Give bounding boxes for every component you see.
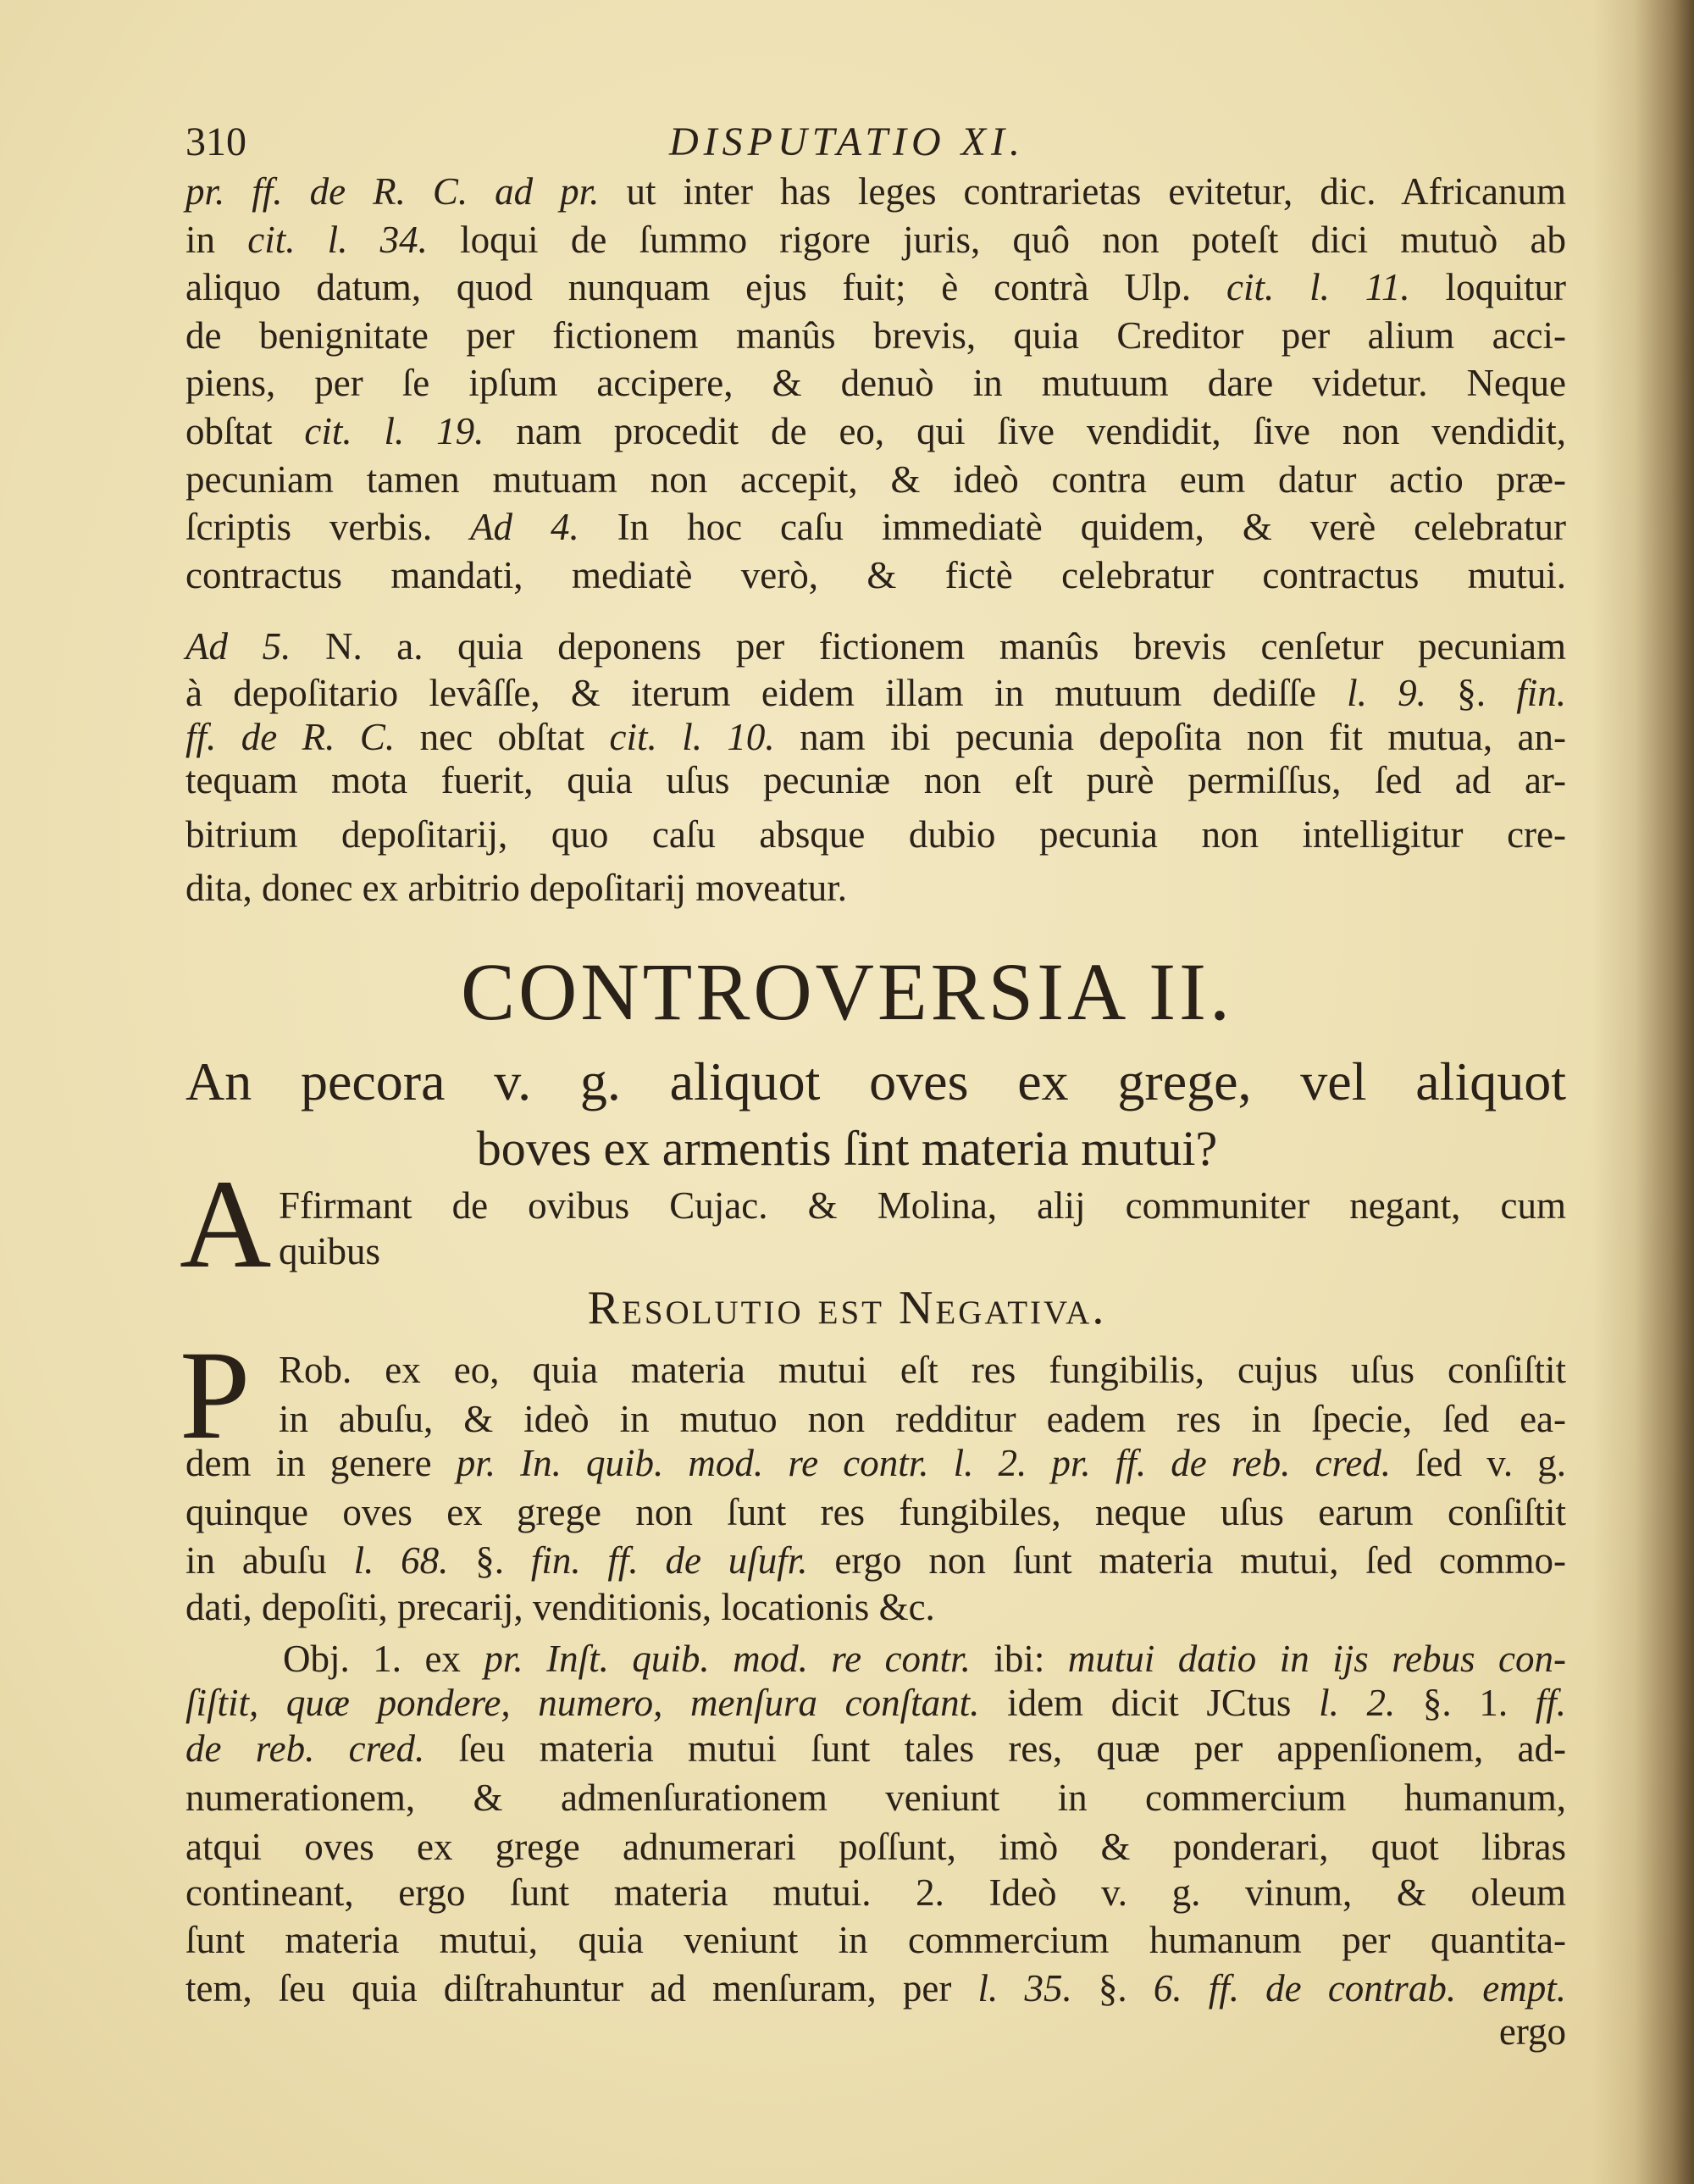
line-text: ſeu materia mutui ſunt tales res, quæ per appenſionem, ad- — [424, 1727, 1566, 1770]
text-line — [185, 713, 1566, 761]
citation-text: cit. l. 19. — [304, 410, 484, 452]
running-head: DISPUTATIO XI. — [669, 119, 1025, 164]
text-line — [185, 669, 1566, 717]
citation-text: ff. de R. C. — [185, 716, 396, 758]
text-line — [185, 503, 1566, 551]
line-text: dati, depoſiti, precarij, venditionis, locationis &c. — [185, 1586, 935, 1628]
citation-text: cit. l. 34. — [247, 219, 428, 261]
text-line — [185, 168, 1566, 215]
text-line — [185, 456, 1566, 503]
text-line — [185, 1774, 1566, 1821]
line-text: in — [185, 219, 248, 261]
line-text: bitrium depoſitarij, quo caſu absque dubio pecunia non intelligitur cre- — [185, 813, 1566, 856]
text-line — [185, 1537, 1566, 1584]
line-text: in abuſu — [185, 1539, 354, 1582]
citation-text: cit. l. 11. — [1226, 266, 1410, 308]
line-text: idem dicit JCtus — [979, 1682, 1320, 1724]
text-line — [185, 1823, 1566, 1871]
text-line — [185, 1679, 1566, 1727]
line-text: quibus — [279, 1230, 381, 1272]
text-line — [185, 407, 1566, 455]
line-text: tequam mota fuerit, quia uſus pecuniæ non eſt purè permiſſus, ſed ad ar- — [185, 759, 1566, 801]
line-text: dita, donec ex arbitrio depoſitarij moveatur. — [185, 867, 847, 909]
text-line — [185, 1439, 1566, 1487]
line-text: atqui oves ex grege adnumerari poſſunt, imò & ponderari, quot libras — [185, 1826, 1566, 1868]
line-text: §. — [448, 1539, 531, 1582]
line-text: contractus mandati, mediatè verò, & fictè celebratur contractus mutui. — [185, 554, 1566, 596]
section-title: CONTROVERSIA II. — [460, 946, 1233, 1037]
line-text: loqui de ſummo rigore juris, quô non poteſt dici mutuò ab — [427, 219, 1566, 261]
text-line — [185, 312, 1566, 359]
text-line — [185, 623, 1566, 670]
line-text: ſed v. g. — [1391, 1442, 1566, 1484]
line-text: in abuſu, & ideò in mutuo non redditur eadem res in ſpecie, ſed ea- — [279, 1398, 1566, 1440]
resolution-heading: Resolutio est Negativa. — [587, 1282, 1107, 1334]
text-line — [0, 1635, 1566, 1682]
line-text: N. a. quia deponens per fictionem manûs brevis cenſetur pecuniam — [291, 625, 1566, 668]
citation-text: 6. ff. de contrab. empt. — [1153, 1967, 1566, 2009]
line-text: ibi: — [970, 1638, 1068, 1680]
drop-cap: P — [180, 1325, 251, 1466]
line-text: pecuniam tamen mutuam non accepit, & ideò contra eum datur actio præ- — [185, 458, 1566, 501]
line-text: numerationem, & admenſurationem veniunt in commercium humanum, — [185, 1777, 1566, 1819]
text-line — [279, 1395, 1566, 1443]
catchword: ergo — [1498, 2010, 1566, 2053]
line-text: piens, per ſe ipſum accipere, & denuò in mutuum dare videtur. Neque — [185, 362, 1566, 404]
citation-text: fin. — [1516, 672, 1566, 714]
text-line — [185, 216, 1566, 263]
text-line — [185, 263, 1566, 311]
text-line — [279, 1228, 1566, 1275]
citation-text: l. 35. — [977, 1967, 1072, 2009]
text-line — [185, 359, 1566, 407]
citation-text: ff. — [1535, 1682, 1567, 1724]
text-line — [185, 1916, 1566, 1964]
text-line — [185, 1488, 1566, 1536]
line-text: nec obſtat — [395, 716, 610, 758]
citation-text: pr. ff. de R. C. ad pr. — [185, 170, 600, 213]
line-text: §. — [1071, 1967, 1154, 2009]
line-text: In hoc caſu immediatè quidem, & verè celebratur — [579, 506, 1566, 548]
line-text: de benignitate per fictionem manûs brevis, quia Creditor per alium acci- — [185, 314, 1566, 357]
line-text: §. — [1426, 672, 1517, 714]
citation-text: Ad 5. — [185, 625, 291, 668]
line-text: ſunt materia mutui, quia veniunt in commercium humanum per quantita- — [185, 1919, 1566, 1961]
line-text: dem in genere — [185, 1442, 457, 1484]
line-text: tem, ſeu quia diſtrahuntur ad menſuram, per — [185, 1967, 978, 2009]
text-line — [185, 552, 1566, 599]
line-text: ſcriptis verbis. — [185, 506, 471, 548]
text-line — [185, 1965, 1566, 2012]
line-text: aliquo datum, quod nunquam ejus fuit; è contrà Ulp. — [185, 266, 1227, 308]
citation-text: fin. ff. de uſufr. — [530, 1539, 808, 1582]
text-line — [185, 1869, 1566, 1916]
citation-text: l. 68. — [353, 1539, 449, 1582]
question-line: boves ex armentis ſint materia mutui? — [476, 1121, 1218, 1176]
text-line — [185, 811, 1566, 858]
text-line — [185, 1725, 1566, 1772]
line-text: §. 1. — [1395, 1682, 1536, 1724]
page-number: 310 — [185, 119, 246, 164]
text-line — [279, 1182, 1566, 1229]
text-line — [185, 757, 1566, 804]
question-line: An pecora v. g. aliquot oves ex grege, vel aliquot — [185, 1051, 1566, 1111]
line-text: quinque oves ex grege non ſunt res fungibiles, neque uſus earum conſiſtit — [185, 1491, 1566, 1533]
line-text: à depoſitario levâſſe, & iterum eidem illam in mutuum dediſſe — [185, 672, 1348, 714]
citation-text: l. 2. — [1319, 1682, 1396, 1724]
text-line — [185, 1583, 1566, 1631]
text-line — [185, 864, 1566, 912]
citation-text: pr. In. quib. mod. re contr. l. 2. pr. ff. de reb. cred. — [456, 1442, 1392, 1484]
citation-text: Ad 4. — [470, 506, 579, 548]
citation-text: de reb. cred. — [185, 1727, 425, 1770]
line-text: Obj. 1. ex — [283, 1638, 484, 1680]
line-text: ut inter has leges contrarietas evitetur, dic. Africanum — [599, 170, 1566, 213]
line-text: obſtat — [185, 410, 305, 452]
citation-text: ſiſtit, quæ pondere, numero, menſura conſtant. — [185, 1682, 980, 1724]
line-text: nam procedit de eo, qui ſive vendidit, ſive non vendidit, — [484, 410, 1567, 452]
line-text: ergo non ſunt materia mutui, ſed commo- — [807, 1539, 1567, 1582]
drop-cap: A — [180, 1154, 272, 1294]
citation-text: pr. Inſt. quib. mod. re contr. — [484, 1638, 971, 1680]
text-line — [279, 1346, 1566, 1394]
line-text: Rob. ex eo, quia materia mutui eſt res fungibilis, cujus uſus conſiſtit — [279, 1349, 1566, 1391]
citation-text: mutui datio in ijs rebus con- — [1067, 1638, 1566, 1680]
line-text: nam ibi pecunia depoſita non fit mutua, an- — [774, 716, 1566, 758]
line-text: loquitur — [1409, 266, 1566, 308]
line-text: contineant, ergo ſunt materia mutui. 2. Ideò v. g. vinum, & oleum — [185, 1871, 1566, 1914]
citation-text: cit. l. 10. — [609, 716, 775, 758]
citation-text: l. 9. — [1347, 672, 1426, 714]
line-text: Ffirmant de ovibus Cujac. & Molina, alij communiter negant, cum — [279, 1184, 1566, 1227]
